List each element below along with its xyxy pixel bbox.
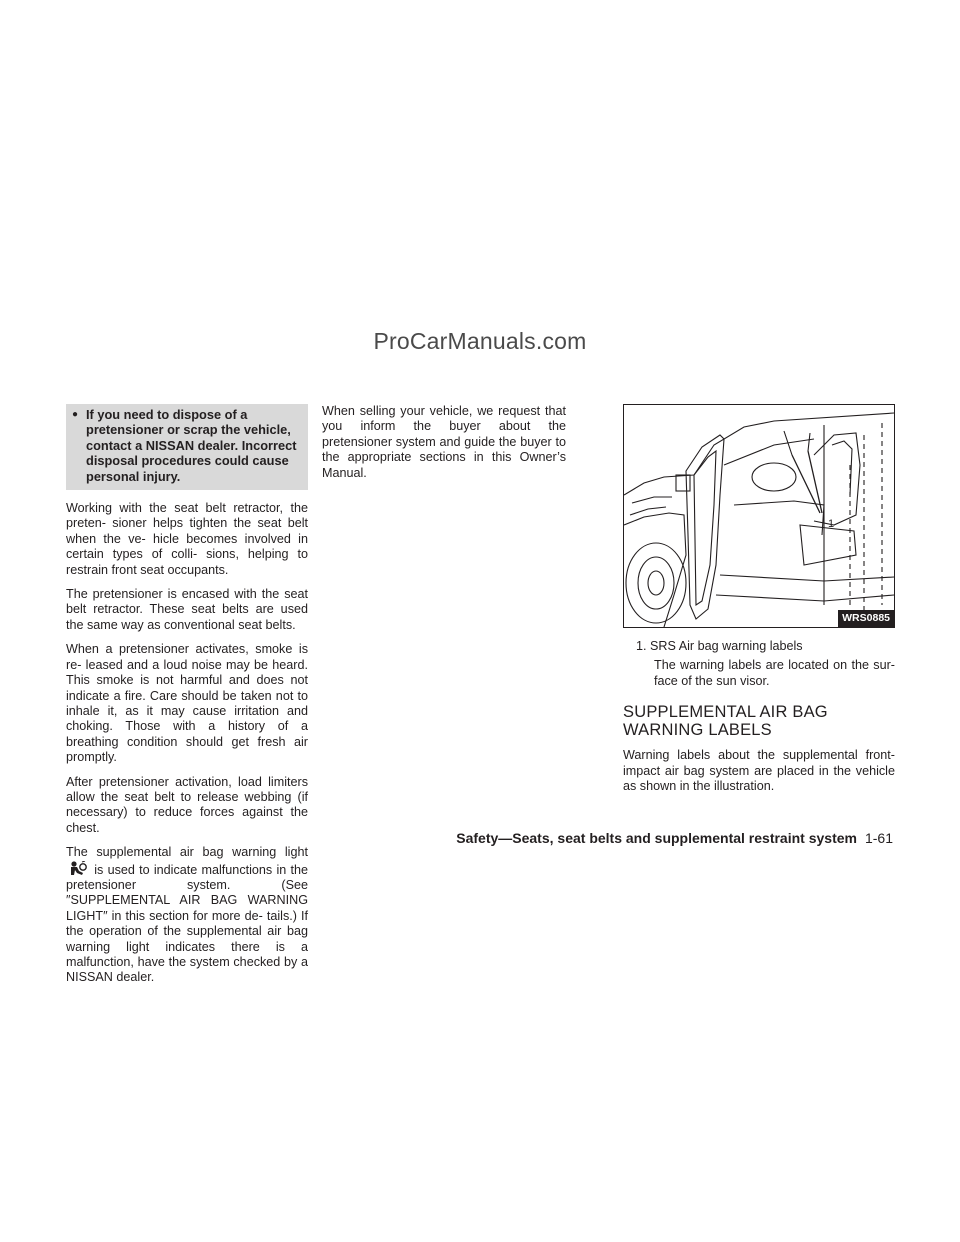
warning-box [66,404,308,490]
airbag-warning-icon [68,861,88,877]
page-number: 1-61 [864,830,893,846]
column-middle [322,404,566,490]
section-heading-line1: SUPPLEMENTAL AIR BAG [623,703,828,722]
page-footer [0,830,893,846]
caption-description: The warning labels are located on the sur- face of the sun visor. [654,658,895,688]
paragraph-selling: When selling your vehicle, we request that you inform the buyer about the pretensioner system and guide the buyer to the appropriate sections in this Owner’s Manual. [322,404,566,480]
warning-text: If you need to dispose of a pretensioner or scrap the vehicle, contact a NISSAN dealer. Incorrect disposal procedures could cause personal injury. [86,407,297,484]
figure-caption [623,639,895,689]
paragraph-smoke: When a pretensioner activates, smoke is re- leased and a loud noise may be heard. This smoke is not harmful and does not indicate a fire. Care should be taken not to inhale it, as it may cause irritation and choking. Those with a history of a breathing condition should get fresh air promptly. [66,642,308,765]
bullet-icon: ● [72,409,79,420]
figure-callout-number: 1 [828,518,835,530]
section-body: Warning labels about the supplemental front- impact air bag system are placed in the vehicle as shown in the illustration. [623,748,895,794]
section-heading [623,703,895,739]
warning-light-text-after: is used to indicate malfunctions in the pretensioner system. (See ″SUPPLEMENTAL AIR BAG WARNING LIGHT″ in this section for more de- tails.) If the operation of the supplemental air bag warning light indicates there is a malfunction, have the system checked by a NISSAN dealer. [66,862,308,985]
paragraph-warning-light [66,845,308,986]
paragraph-load-limiters: After pretensioner activation, load limiters allow the seat belt to release webbing (if necessary) to reduce forces against the chest. [66,774,308,835]
watermark: ProCarManuals.com [373,328,587,354]
paragraph-retractor: Working with the seat belt retractor, the preten- sioner helps tighten the seat belt when the ve- hicle becomes involved in certain types of colli- sions, helping to restrain front seat occupants. [66,501,308,577]
paragraph-encased: The pretensioner is encased with the seat belt retractor. These seat belts are used the same way as conventional seat belts. [66,587,308,632]
warning-light-text-before: The supplemental air bag warning light [66,845,308,860]
footer-title: Safety—Seats, seat belts and supplemental restraint system [456,830,857,846]
figure-code: WRS0885 [838,610,894,627]
caption-item: 1. SRS Air bag warning labels [636,639,803,653]
column-right [623,404,895,803]
column-left [66,404,308,995]
section-heading-line2: WARNING LABELS [623,721,772,740]
vehicle-illustration [623,404,895,628]
